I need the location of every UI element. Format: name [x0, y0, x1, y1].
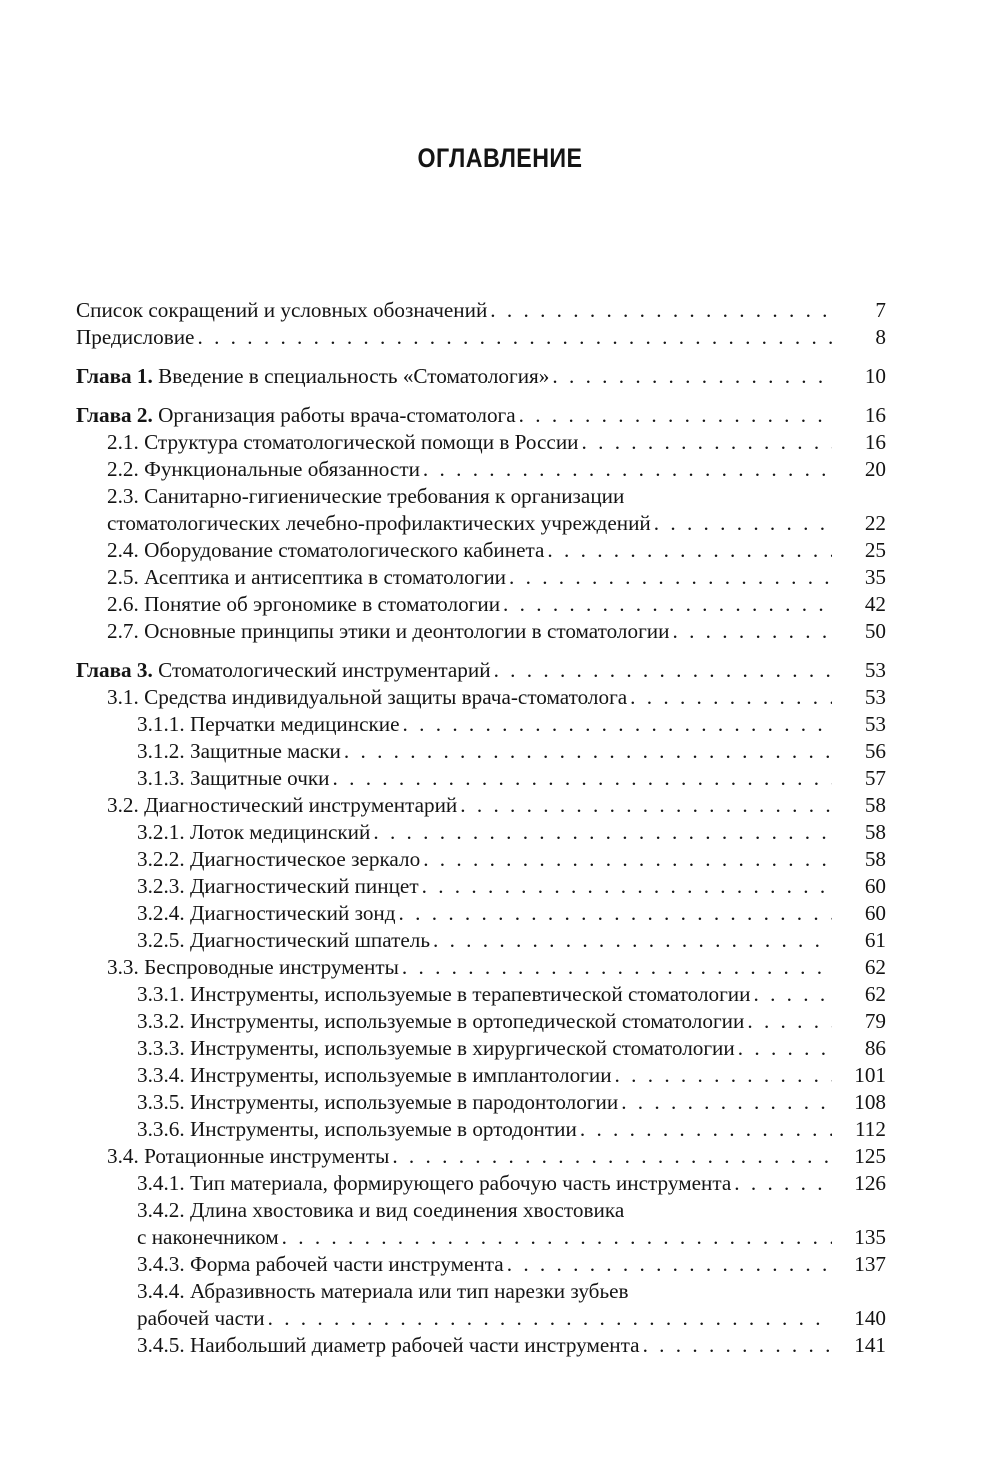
toc-entry: [76, 564, 886, 591]
toc-entry: [76, 363, 886, 390]
dot-leader: [507, 1251, 832, 1278]
toc-entry-title: 3.2.5. Диагностический шпатель: [137, 928, 430, 952]
toc-entry-title: 3.2.1. Лоток медицинский: [137, 820, 371, 844]
page-number: 58: [864, 793, 886, 817]
chapter-label: Глава 3.: [76, 658, 159, 682]
toc-entry: [76, 1008, 886, 1035]
toc-entry: [76, 792, 886, 819]
toc-entry: [76, 765, 886, 792]
page-number: 62: [864, 955, 886, 979]
page-number: 141: [854, 1333, 886, 1357]
page-number: 50: [864, 619, 886, 643]
page-number: 8: [875, 325, 886, 349]
toc-entry: [76, 297, 886, 324]
toc-entry: [76, 711, 886, 738]
page-number: 112: [855, 1117, 886, 1141]
toc-entry: [76, 618, 886, 645]
page-number: 137: [854, 1252, 886, 1276]
page-number: 61: [864, 928, 886, 952]
dot-leader: [630, 684, 832, 711]
page-number: 60: [864, 901, 886, 925]
toc-entry-title: Организация работы врача-стоматолога: [158, 403, 516, 427]
toc-entry-title: 3.3. Беспроводные инструменты: [107, 955, 399, 979]
toc-entry-title: 3.3.1. Инструменты, используемые в терапевтической стоматологии: [137, 982, 751, 1006]
toc-entry-title-continued: с наконечником: [137, 1225, 279, 1249]
page-number: 101: [854, 1063, 886, 1087]
toc-entry-title: 2.3. Санитарно-гигиенические требования к организации: [107, 484, 625, 508]
toc-entry-title: Введение в специальность «Стоматология»: [158, 364, 550, 388]
toc-entry: [76, 1089, 886, 1116]
dot-leader: [494, 657, 832, 684]
page-number: 140: [854, 1306, 886, 1330]
toc-entry-title: Предисловие: [76, 325, 195, 349]
toc-entry-title: 2.2. Функциональные обязанности: [107, 457, 420, 481]
toc-entry-title: 2.5. Асептика и антисептика в стоматологии: [107, 565, 507, 589]
toc-entry-title: 2.1. Структура стоматологической помощи в России: [107, 430, 579, 454]
chapter-label: Глава 2.: [76, 403, 159, 427]
toc-entry: [76, 657, 886, 684]
dot-leader: [738, 1035, 832, 1062]
toc-entry: [76, 1116, 886, 1143]
toc-entry: [76, 738, 886, 765]
page-number: 125: [854, 1144, 886, 1168]
toc-entry: [76, 684, 886, 711]
dot-leader: [423, 846, 832, 873]
page-number: 135: [854, 1225, 886, 1249]
toc-entry-title: Список сокращений и условных обозначений: [76, 298, 488, 322]
dot-leader: [460, 792, 832, 819]
page-number: 35: [864, 565, 886, 589]
toc-entry: [76, 324, 886, 351]
dot-leader: [197, 324, 832, 351]
page-number: 126: [854, 1171, 886, 1195]
dot-leader: [753, 981, 832, 1008]
page-number: 16: [864, 403, 886, 427]
page-number: 10: [864, 364, 886, 388]
page-number: 58: [864, 847, 886, 871]
table-of-contents: [76, 297, 886, 1359]
page-number: 58: [864, 820, 886, 844]
toc-entry-title: 3.3.3. Инструменты, используемые в хирургической стоматологии: [137, 1036, 735, 1060]
page-number: 25: [864, 538, 886, 562]
toc-entry-title: 3.2.4. Диагностический зонд: [137, 901, 396, 925]
toc-entry-title: 3.3.4. Инструменты, используемые в имплантологии: [137, 1063, 612, 1087]
page-number: 16: [864, 430, 886, 454]
dot-leader: [490, 297, 832, 324]
toc-entry-title: 3.4.1. Тип материала, формирующего рабочую часть инструмента: [137, 1171, 732, 1195]
dot-leader: [433, 927, 832, 954]
page-number: 60: [864, 874, 886, 898]
toc-entry-title: 3.3.2. Инструменты, используемые в ортопедической стоматологии: [137, 1009, 745, 1033]
dot-leader: [643, 1332, 832, 1359]
toc-entry-title: 3.4.3. Форма рабочей части инструмента: [137, 1252, 504, 1276]
dot-leader: [734, 1170, 832, 1197]
page-number: 56: [864, 739, 886, 763]
dot-leader: [580, 1116, 832, 1143]
dot-leader: [282, 1224, 832, 1251]
page-number: 53: [864, 658, 886, 682]
dot-leader: [399, 900, 832, 927]
toc-entry: [76, 819, 886, 846]
toc-entry: [76, 456, 886, 483]
toc-entry-title: 3.2.2. Диагностическое зеркало: [137, 847, 421, 871]
toc-entry: [76, 483, 886, 537]
dot-leader: [582, 429, 832, 456]
toc-entry: [76, 927, 886, 954]
dot-leader: [672, 618, 832, 645]
page-number: 86: [864, 1036, 886, 1060]
toc-entry-title: 3.3.5. Инструменты, используемые в пародонтологии: [137, 1090, 619, 1114]
toc-entry: [76, 981, 886, 1008]
dot-leader: [402, 954, 832, 981]
toc-entry-title-continued: стоматологических лечебно-профилактических учреждений: [107, 511, 651, 535]
toc-entry: [76, 1197, 886, 1251]
toc-entry-title: 2.7. Основные принципы этики и деонтологии в стоматологии: [107, 619, 670, 643]
toc-entry: [76, 591, 886, 618]
dot-leader: [552, 363, 832, 390]
toc-entry: [76, 1170, 886, 1197]
dot-leader: [621, 1089, 832, 1116]
page-number: 42: [864, 592, 886, 616]
toc-entry-title: 3.4. Ротационные инструменты: [107, 1144, 390, 1168]
toc-entry-title: 2.6. Понятие об эргономике в стоматологии: [107, 592, 501, 616]
page-number: 57: [864, 766, 886, 790]
toc-entry-title: 3.1.1. Перчатки медицинские: [137, 712, 400, 736]
toc-entry: [76, 1278, 886, 1332]
dot-leader: [268, 1305, 832, 1332]
toc-entry-title: 3.1. Средства индивидуальной защиты врача-стоматолога: [107, 685, 628, 709]
dot-leader: [333, 765, 832, 792]
toc-entry: [76, 537, 886, 564]
toc-entry-title: 3.1.3. Защитные очки: [137, 766, 330, 790]
dot-leader: [373, 819, 832, 846]
toc-entry: [76, 1143, 886, 1170]
toc-entry: [76, 1035, 886, 1062]
dot-leader: [423, 456, 832, 483]
dot-leader: [422, 873, 832, 900]
toc-entry: [76, 954, 886, 981]
dot-leader: [547, 537, 832, 564]
toc-entry-title: 3.1.2. Защитные маски: [137, 739, 341, 763]
toc-entry: [76, 402, 886, 429]
toc-entry: [76, 900, 886, 927]
page-number: 53: [864, 685, 886, 709]
dot-leader: [392, 1143, 832, 1170]
dot-leader: [747, 1008, 832, 1035]
dot-leader: [654, 510, 832, 537]
toc-entry-title: 3.4.2. Длина хвостовика и вид соединения хвостовика: [137, 1198, 625, 1222]
page-number: 53: [864, 712, 886, 736]
dot-leader: [503, 591, 832, 618]
toc-entry: [76, 1062, 886, 1089]
chapter-label: Глава 1.: [76, 364, 159, 388]
toc-entry-title: 3.3.6. Инструменты, используемые в ортодонтии: [137, 1117, 577, 1141]
page-number: 108: [854, 1090, 886, 1114]
toc-entry-title: 3.2.3. Диагностический пинцет: [137, 874, 419, 898]
toc-entry: [76, 1251, 886, 1278]
page-number: 20: [864, 457, 886, 481]
page-number: 22: [864, 511, 886, 535]
page-number: 7: [875, 298, 886, 322]
toc-entry: [76, 429, 886, 456]
toc-entry-title: 2.4. Оборудование стоматологического кабинета: [107, 538, 545, 562]
toc-entry-title: Стоматологический инструментарий: [158, 658, 491, 682]
toc-entry: [76, 1332, 886, 1359]
toc-entry-title: 3.4.4. Абразивность материала или тип нарезки зубьев: [137, 1279, 629, 1303]
toc-entry-title: 3.4.5. Наибольший диаметр рабочей части инструмента: [137, 1333, 640, 1357]
page-title: ОГЛАВЛЕНИЕ: [417, 143, 583, 173]
dot-leader: [519, 402, 832, 429]
page-number: 62: [864, 982, 886, 1006]
dot-leader: [509, 564, 832, 591]
toc-entry-title: 3.2. Диагностический инструментарий: [107, 793, 458, 817]
dot-leader: [344, 738, 832, 765]
dot-leader: [403, 711, 832, 738]
toc-entry: [76, 846, 886, 873]
dot-leader: [615, 1062, 832, 1089]
page-number: 79: [864, 1009, 886, 1033]
toc-entry: [76, 873, 886, 900]
toc-entry-title-continued: рабочей части: [137, 1306, 265, 1330]
